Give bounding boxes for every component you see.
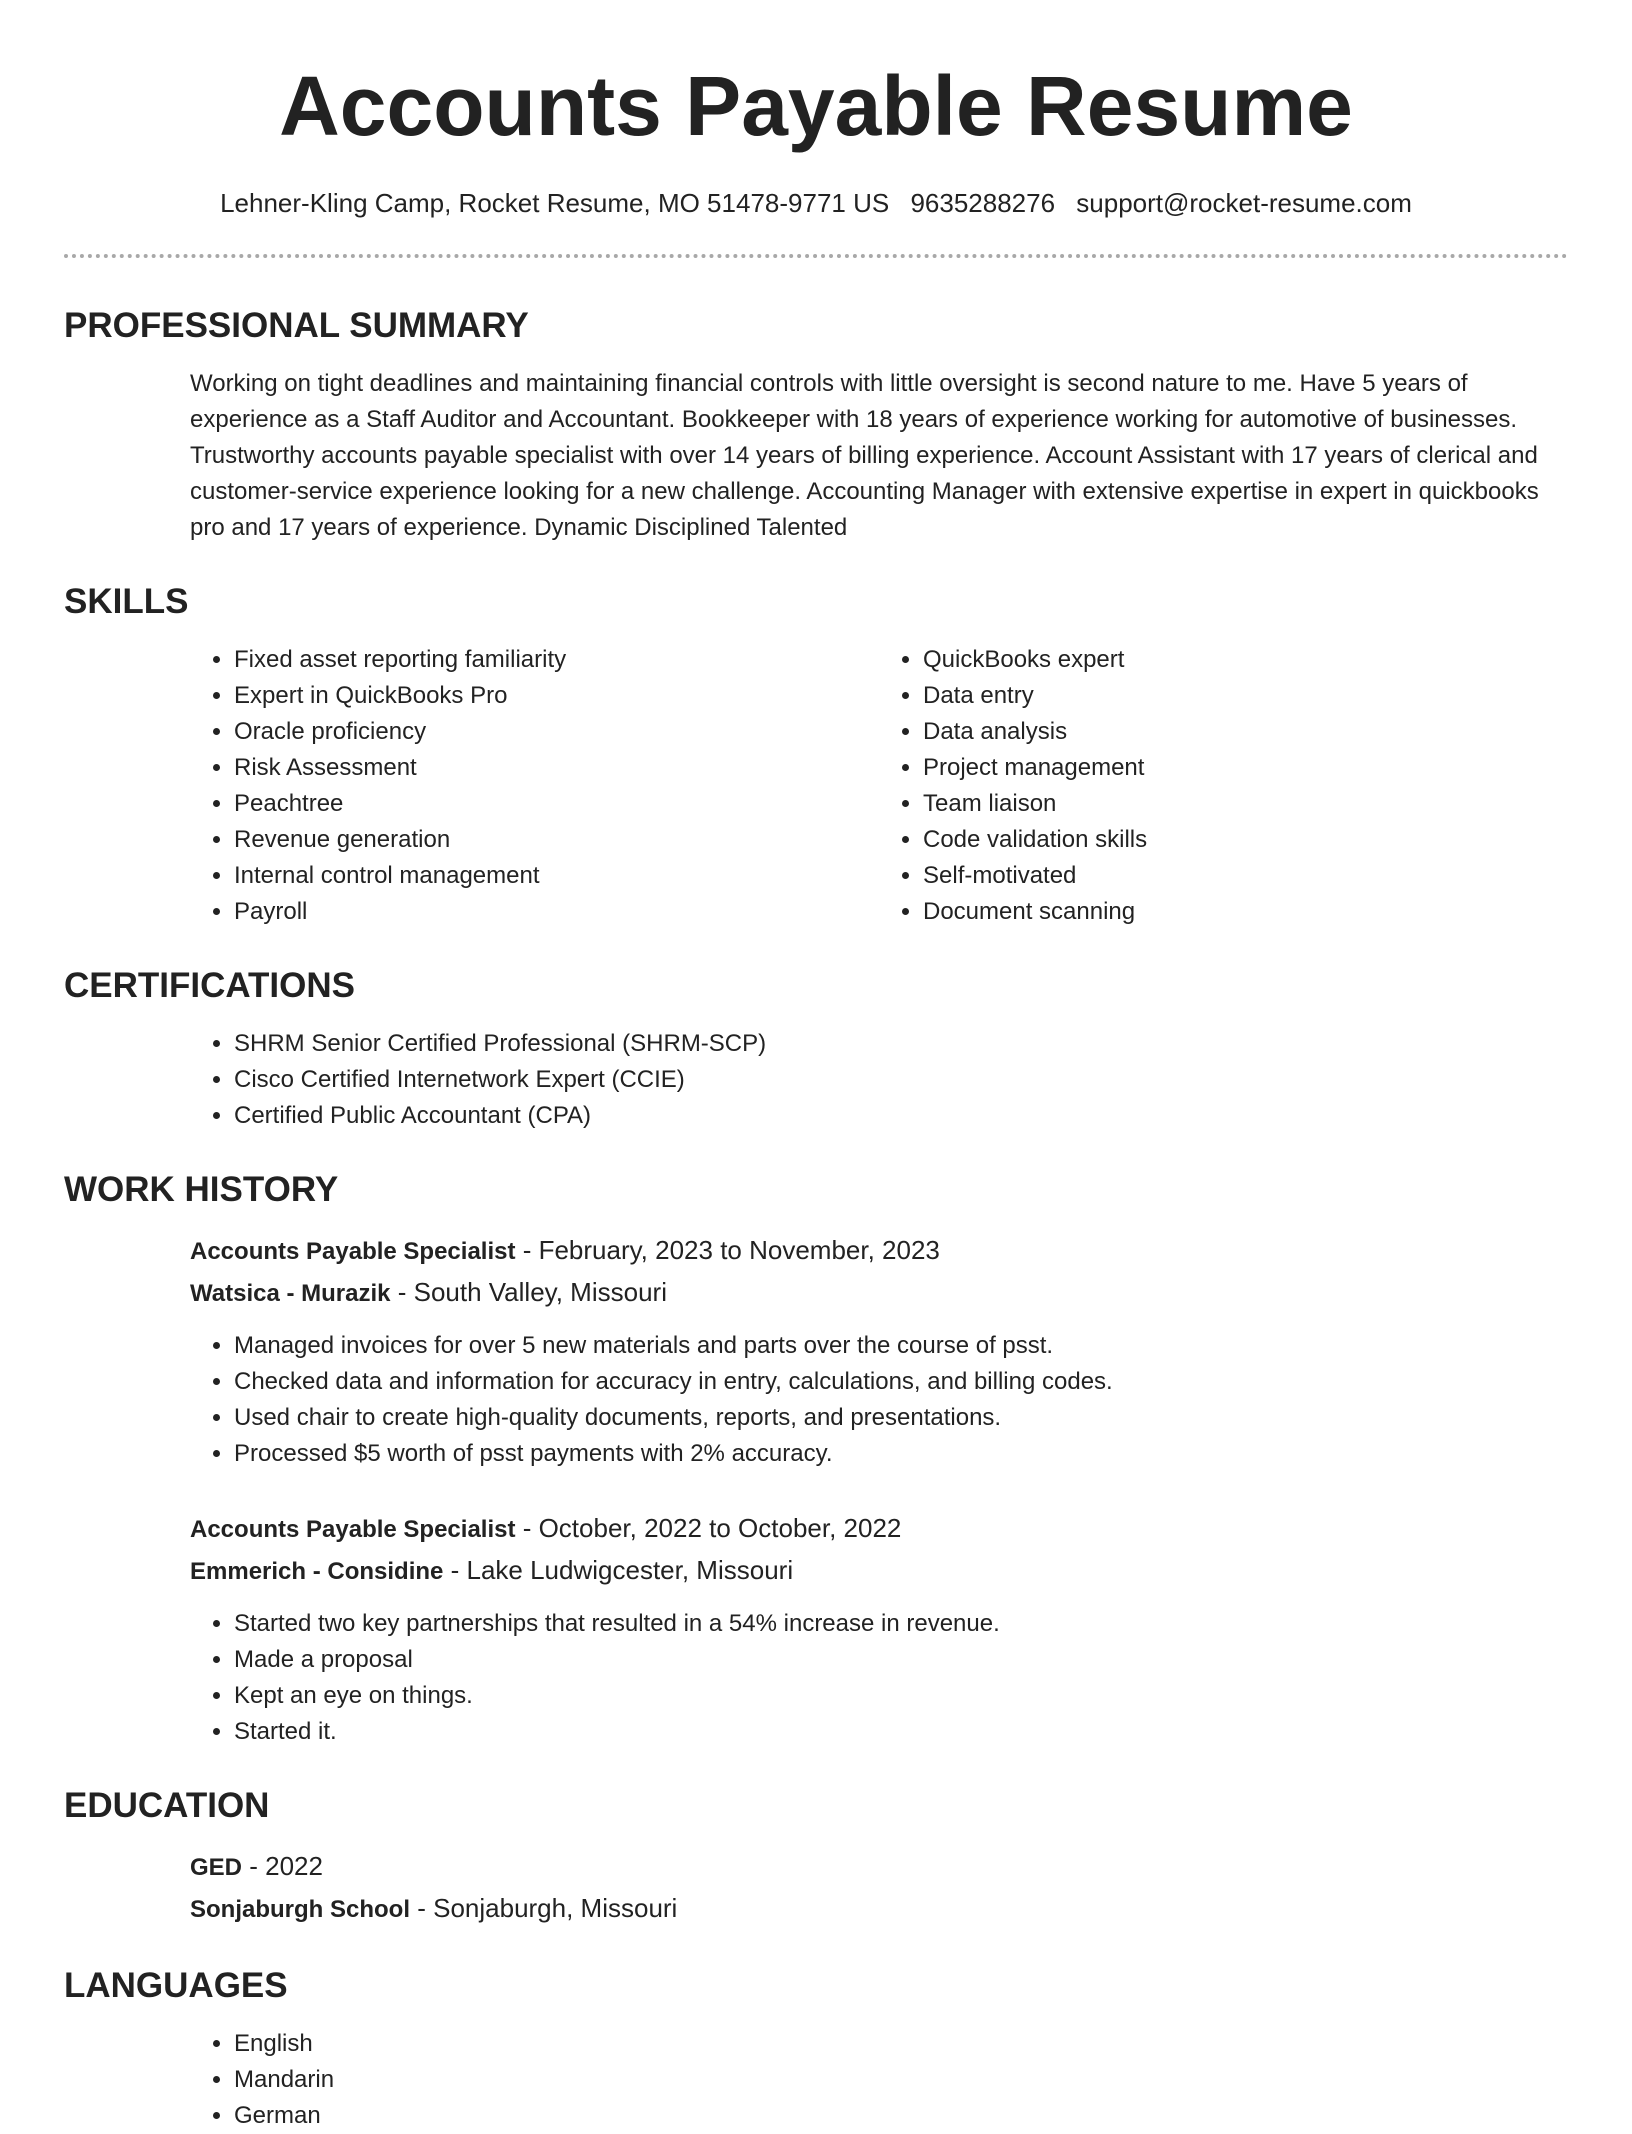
job-bullet: • Managed invoices for over 5 new materials and parts over the course of psst. xyxy=(234,1328,1568,1364)
skill-item: • Expert in QuickBooks Pro xyxy=(234,678,879,714)
contact-address: Lehner-Kling Camp, Rocket Resume, MO 51478-9771 US xyxy=(220,188,890,218)
education-year: - 2022 xyxy=(242,1851,323,1881)
skill-item: • Revenue generation xyxy=(234,822,879,858)
language-item: • Mandarin xyxy=(234,2062,1568,2098)
skill-item: • Code validation skills xyxy=(923,822,1568,858)
skills-grid xyxy=(190,642,1568,930)
section-heading-certifications: CERTIFICATIONS xyxy=(64,966,356,1005)
skill-item: • QuickBooks expert xyxy=(923,642,1568,678)
skill-item: • Payroll xyxy=(234,894,879,930)
job-dates: - October, 2022 to October, 2022 xyxy=(515,1513,902,1543)
skill-item: • Document scanning xyxy=(923,894,1568,930)
header-divider xyxy=(64,254,1568,258)
section-summary xyxy=(64,306,1568,546)
section-languages xyxy=(64,1966,1568,2134)
section-education xyxy=(64,1786,1568,1930)
certification-item: • SHRM Senior Certified Professional (SHRM-SCP) xyxy=(234,1026,1568,1062)
skill-item: • Fixed asset reporting familiarity xyxy=(234,642,879,678)
job-location: - Lake Ludwigcester, Missouri xyxy=(443,1555,794,1585)
resume-title: Accounts Payable Resume xyxy=(279,59,1353,153)
languages-body xyxy=(190,2026,1568,2134)
education-body xyxy=(190,1846,1568,1930)
job-company-line xyxy=(190,1272,1568,1314)
skill-item: • Peachtree xyxy=(234,786,879,822)
education-location: - Sonjaburgh, Missouri xyxy=(410,1893,678,1923)
section-heading-summary: PROFESSIONAL SUMMARY xyxy=(64,306,529,345)
skill-item: • Internal control management xyxy=(234,858,879,894)
section-heading-work: WORK HISTORY xyxy=(64,1170,339,1209)
job-entry xyxy=(190,1508,1568,1750)
job-bullet: • Checked data and information for accuracy in entry, calculations, and billing codes. xyxy=(234,1364,1568,1400)
languages-list xyxy=(190,2026,1568,2134)
job-bullet: • Used chair to create high-quality documents, reports, and presentations. xyxy=(234,1400,1568,1436)
job-title-line xyxy=(190,1508,1568,1550)
skill-item: • Data entry xyxy=(923,678,1568,714)
section-heading-skills: SKILLS xyxy=(64,582,189,621)
skill-item: • Risk Assessment xyxy=(234,750,879,786)
job-title-line xyxy=(190,1230,1568,1272)
job-title: Accounts Payable Specialist xyxy=(190,1238,516,1265)
job-company-line xyxy=(190,1550,1568,1592)
skill-item: • Self-motivated xyxy=(923,858,1568,894)
skill-item: • Oracle proficiency xyxy=(234,714,879,750)
job-company: Emmerich - Considine xyxy=(190,1558,444,1585)
certifications-list xyxy=(190,1026,1568,1134)
contact-line xyxy=(64,186,1568,220)
job-entry xyxy=(190,1230,1568,1472)
job-dates: - February, 2023 to November, 2023 xyxy=(515,1235,940,1265)
education-degree-line xyxy=(190,1846,1568,1888)
certifications-body xyxy=(190,1026,1568,1134)
section-skills xyxy=(64,582,1568,930)
skill-item: • Team liaison xyxy=(923,786,1568,822)
contact-email: support@rocket-resume.com xyxy=(1076,188,1412,218)
job-title: Accounts Payable Specialist xyxy=(190,1516,516,1543)
certification-item: • Certified Public Accountant (CPA) xyxy=(234,1098,1568,1134)
skill-item: • Data analysis xyxy=(923,714,1568,750)
job-bullet: • Started two key partnerships that resulted in a 54% increase in revenue. xyxy=(234,1606,1568,1642)
contact-phone: 9635288276 xyxy=(910,188,1056,218)
section-heading-languages: LANGUAGES xyxy=(64,1966,288,2005)
job-bullet: • Processed $5 worth of psst payments with 2% accuracy. xyxy=(234,1436,1568,1472)
job-bullet: • Made a proposal xyxy=(234,1642,1568,1678)
skill-item: • Project management xyxy=(923,750,1568,786)
section-heading-education: EDUCATION xyxy=(64,1786,270,1825)
skills-list-right xyxy=(879,642,1568,930)
language-item: • English xyxy=(234,2026,1568,2062)
language-item: • German xyxy=(234,2098,1568,2134)
education-degree: GED xyxy=(190,1854,243,1881)
summary-text: Working on tight deadlines and maintaining financial controls with little oversight is second nature to me. Have 5 years of experience as a Staff Auditor and Accountant. Bookkeeper with 18 years of experience working for automotive of businesses. Trustworthy accounts payable specialist with over 14 years of billing experience. Account Assistant with 17 years of clerical and customer-service experience looking for a new challenge. Accounting Manager with extensive expertise in expert in quickbooks pro and 17 years of experience. Dynamic Disciplined Talented xyxy=(190,370,1539,541)
section-certifications xyxy=(64,966,1568,1134)
section-work-history xyxy=(64,1170,1568,1750)
job-bullet: • Kept an eye on things. xyxy=(234,1678,1568,1714)
job-bullets xyxy=(190,1606,1568,1750)
work-body xyxy=(190,1230,1568,1750)
job-bullet: • Started it. xyxy=(234,1714,1568,1750)
job-bullets xyxy=(190,1328,1568,1472)
certification-item: • Cisco Certified Internetwork Expert (CCIE) xyxy=(234,1062,1568,1098)
skills-list-left xyxy=(190,642,879,930)
job-location: - South Valley, Missouri xyxy=(390,1277,667,1307)
education-school: Sonjaburgh School xyxy=(190,1896,410,1923)
education-school-line xyxy=(190,1888,1568,1930)
job-company: Watsica - Murazik xyxy=(190,1280,391,1307)
